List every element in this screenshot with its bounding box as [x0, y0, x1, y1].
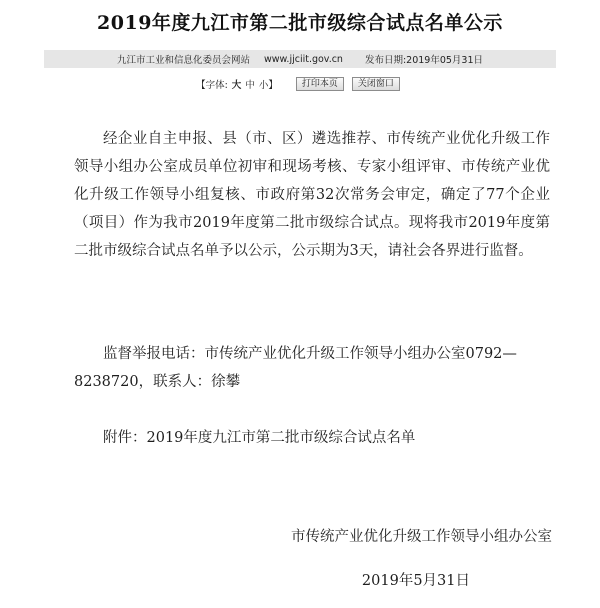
publish-date-label: 发布日期:: [364, 55, 407, 66]
font-size-large[interactable]: 大: [231, 80, 242, 91]
close-window-button[interactable]: 关闭窗口: [352, 77, 400, 91]
font-size-close-bracket: 】: [268, 80, 278, 91]
font-size-selector: [196, 77, 278, 91]
body-paragraph-contact: 监督举报电话：市传统产业优化升级工作领导小组办公室0792—8238720，联系人：徐攀: [74, 346, 517, 390]
font-size-medium[interactable]: 中: [245, 80, 255, 91]
body-paragraph-main: 经企业自主申报、县（市、区）遴选推荐、市传统产业优化升级工作领导小组办公室成员单位初审和现场考核、专家小组评审、市传统产业优化升级工作领导小组复核、市政府第32次常务会审定，确定了77个企业（项目）作为我市2019年度第二批市级综合试点。现将我市2019年度第二批市级综合试点名单予以公示，公示期为3天，请社会各界进行监督。: [74, 131, 550, 259]
page-title: 2019年度九江市第二批市级综合试点名单公示: [97, 12, 503, 34]
print-button[interactable]: 打印本页: [296, 77, 344, 91]
publish-date: 2019年05月31日: [406, 55, 484, 66]
font-size-label: 【字体:: [196, 80, 228, 91]
source-url: www.jjciit.gov.cn: [263, 53, 343, 65]
signature-office: 市传统产业优化升级工作领导小组办公室: [291, 529, 552, 545]
body-paragraph-attachment: 附件：2019年度九江市第二批市级综合试点名单: [103, 430, 416, 446]
article-controls: [0, 75, 600, 93]
article-meta-bar: [44, 50, 556, 68]
source-label: 九江市工业和信息化委员会网站: [116, 55, 250, 66]
font-size-small[interactable]: 小: [258, 80, 269, 91]
signature-date: 2019年5月31日: [361, 573, 470, 589]
